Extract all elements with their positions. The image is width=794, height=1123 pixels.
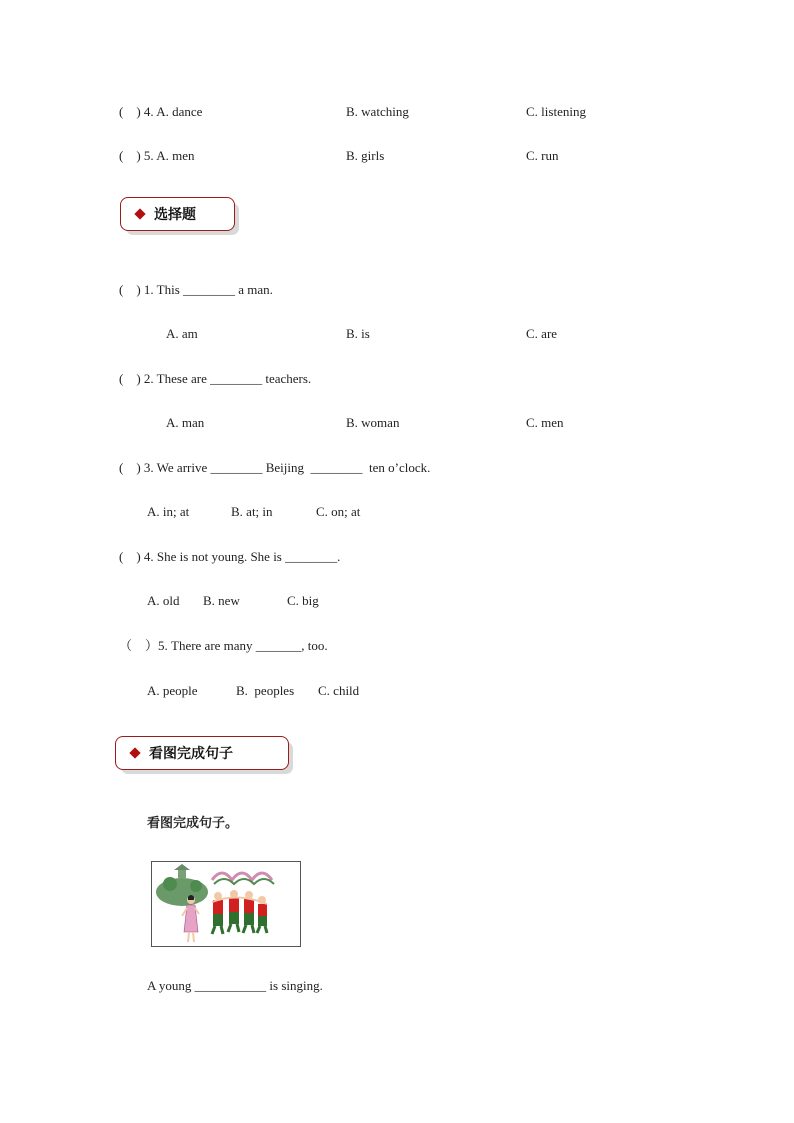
section-title: 选择题 — [154, 207, 196, 223]
mc-question-2-stem: ( ) 2. These are ________ teachers. — [119, 371, 312, 386]
mc-question-1-stem: ( ) 1. This ________ a man. — [119, 282, 273, 297]
mc-question-3-option-c: C. on; at — [316, 504, 361, 519]
illustration-svg — [152, 862, 300, 946]
mc-question-2-option-a: A. man — [166, 415, 205, 430]
section-header-multiple-choice — [120, 197, 235, 231]
mc-question-3-option-a: A. in; at — [147, 504, 190, 519]
mc-question-2-option-c: C. men — [526, 415, 564, 430]
mc-question-5-stem: （ ）5. There are many _______, too. — [119, 638, 328, 653]
diamond-icon — [134, 208, 145, 219]
instruction-text: 看图完成句子。 — [147, 816, 239, 831]
question-5-option-c: C. run — [526, 148, 559, 163]
question-4-option-b: B. watching — [346, 104, 409, 119]
question-4-stem: ( ) 4. A. dance — [119, 104, 203, 119]
mc-question-5-option-a: A. people — [147, 683, 198, 698]
illustration-dancing-people — [151, 861, 301, 947]
mc-question-1-option-b: B. is — [346, 326, 370, 341]
section-title: 看图完成句子 — [149, 746, 233, 762]
mc-question-3-option-b: B. at; in — [231, 504, 273, 519]
mc-question-4-option-c: C. big — [287, 593, 319, 608]
mc-question-2-option-b: B. woman — [346, 415, 400, 430]
mc-question-5-option-b: B. peoples — [236, 683, 295, 698]
mc-question-1-option-a: A. am — [166, 326, 198, 341]
mc-question-1-option-c: C. are — [526, 326, 558, 341]
picture-sentence: A young ___________ is singing. — [147, 978, 323, 993]
mc-question-3-stem: ( ) 3. We arrive ________ Beijing ________ ten o’clock. — [119, 460, 431, 475]
section-header-picture-sentence — [115, 736, 289, 770]
mc-question-5-option-c: C. child — [318, 683, 360, 698]
mc-question-4-option-a: A. old — [147, 593, 180, 608]
question-5-option-b: B. girls — [346, 148, 385, 163]
question-5-stem: ( ) 5. A. men — [119, 148, 195, 163]
diamond-icon — [129, 747, 140, 758]
mc-question-4-stem: ( ) 4. She is not young. She is ________. — [119, 549, 341, 564]
question-4-option-c: C. listening — [526, 104, 586, 119]
mc-question-4-option-b: B. new — [203, 593, 240, 608]
